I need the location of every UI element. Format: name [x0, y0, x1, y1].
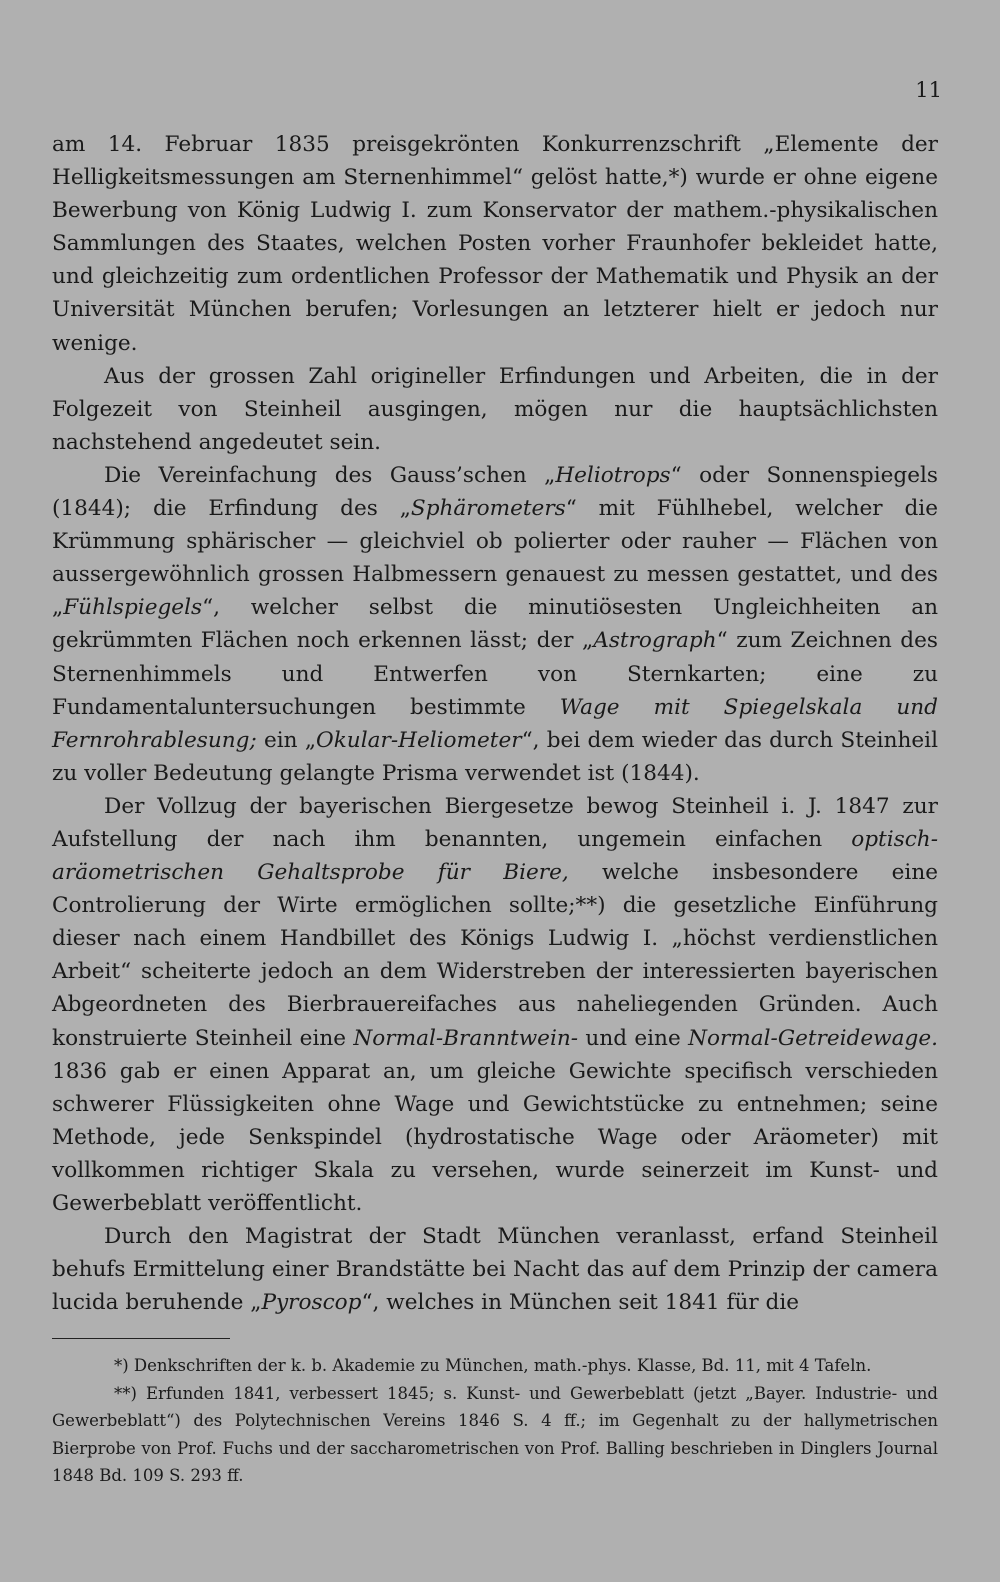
paragraph	[52, 459, 938, 790]
italic-term: Astrograph	[593, 628, 717, 654]
text-run: “ mit Fühlhebel, welcher die Krümmung sphärischer — gleichviel ob polierter oder rauher — Flächen von aussergewöhnlich grossen Halbmessern genauest zu messen gestattet, und des „	[52, 496, 938, 621]
italic-term: Okular-Heliometer	[316, 727, 522, 753]
page-number: 11	[915, 78, 942, 102]
text-run: ein „	[256, 727, 317, 753]
footnote-divider	[52, 1338, 230, 1339]
text-run: “, bei dem wieder das durch Steinheil zu voller Bedeutung gelangte Prisma verwendet ist (1844).	[52, 727, 938, 786]
italic-term: Normal-Getreidewage.	[688, 1025, 938, 1051]
italic-term: Normal-Branntwein-	[353, 1025, 579, 1051]
paragraph	[52, 790, 938, 1220]
footnote: **) Erfunden 1841, verbessert 1845; s. Kunst- und Gewerbeblatt (jetzt „Bayer. Industrie- und Gewerbeblatt“) des Polytechnischen Vereins 1846 S. 4 ff.; im Gegenhalt zu der hallymetrischen Bierprobe von Prof. Fuchs und der saccharometrischen von Prof. Balling beschrieben in Dinglers Journal 1848 Bd. 109 S. 293 ff.	[52, 1383, 938, 1485]
body-text	[52, 128, 938, 1319]
italic-term: Heliotrops	[555, 462, 671, 488]
italic-term: optisch-aräometrischen Gehaltsprobe für Biere,	[52, 826, 938, 886]
footnotes	[52, 1352, 938, 1490]
text-run: und eine	[578, 1025, 689, 1051]
paragraph	[52, 360, 938, 459]
italic-term: Sphärometers	[410, 496, 566, 522]
italic-term: Fühlspiegels	[63, 595, 203, 621]
text-run: “ zum Zeichnen des Sternenhimmels und Entwerfen von Sternkarten; eine zu Fundamentaluntersuchungen bestimmte	[52, 628, 938, 720]
text-run: Aus der grossen Zahl origineller Erfindungen und Arbeiten, die in der Folgezeit von Steinheil ausgingen, mögen nur die hauptsächlichsten nachstehend angedeutet sein.	[52, 363, 938, 455]
italic-term: Wage mit Spiegelskala und Fernrohrablesung;	[52, 694, 938, 753]
text-run: Durch den Magistrat der Stadt München veranlasst, erfand Steinheil behufs Ermittelung einer Brandstätte bei Nacht das auf dem Prinzip der camera lucida beruhende „	[52, 1224, 938, 1316]
text-run: “, welcher selbst die minutiösesten Ungleichheiten an gekrümmten Flächen noch erkennen lässt; der „	[52, 595, 938, 654]
italic-term: Pyroscop	[261, 1290, 362, 1316]
text-run: welche insbesondere eine Controlierung der Wirte ermöglichen sollte;**) die gesetzliche Einführung dieser nach einem Handbillet des Königs Ludwig I. „höchst verdienstlichen Arbeit“ scheiterte jedoch an dem Widerstreben der interessierten bayerischen Abgeordneten des Bierbrauereifaches aus naheliegenden Gründen. Auch konstruierte Steinheil eine	[52, 860, 939, 1051]
paragraph	[52, 1220, 938, 1319]
text-run: “ oder Sonnenspiegels (1844); die Erfindung des „	[52, 462, 938, 522]
text-run: 1836 gab er einen Apparat an, um gleiche Gewichte specifisch verschieden schwerer Flüssigkeiten ohne Wage und Gewichtstücke zu entnehmen; seine Methode, jede Senkspindel (hydrostatische Wage oder Aräometer) mit vollkommen richtiger Skala zu versehen, wurde seinerzeit im Kunst- und Gewerbeblatt veröffentlicht.	[52, 1058, 938, 1216]
text-run: am 14. Februar 1835 preisgekrönten Konkurrenzschrift „Elemente der Helligkeitsmessungen am Sternenhimmel“ gelöst hatte,*) wurde er ohne eigene Bewerbung von König Ludwig I. zum Konservator der mathem.-physikalischen Sammlungen des Staates, welchen Posten vorher Fraunhofer bekleidet hatte, und gleichzeitig zum ordentlichen Professor der Mathematik und Physik an der Universität München berufen; Vorlesungen an letzterer hielt er jedoch nur wenige.	[52, 132, 938, 356]
paragraph	[52, 128, 938, 360]
footnote: *) Denkschriften der k. b. Akademie zu München, math.-phys. Klasse, Bd. 11, mit 4 Tafeln.	[114, 1356, 872, 1375]
text-run: Der Vollzug der bayerischen Biergesetze bewog Steinheil i. J. 1847 zur Aufstellung der nach ihm benannten, ungemein einfachen	[52, 793, 938, 852]
text-run: “, welches in München seit 1841 für die	[361, 1290, 800, 1316]
text-run: Die Vereinfachung des Gauss’schen „	[104, 462, 556, 488]
